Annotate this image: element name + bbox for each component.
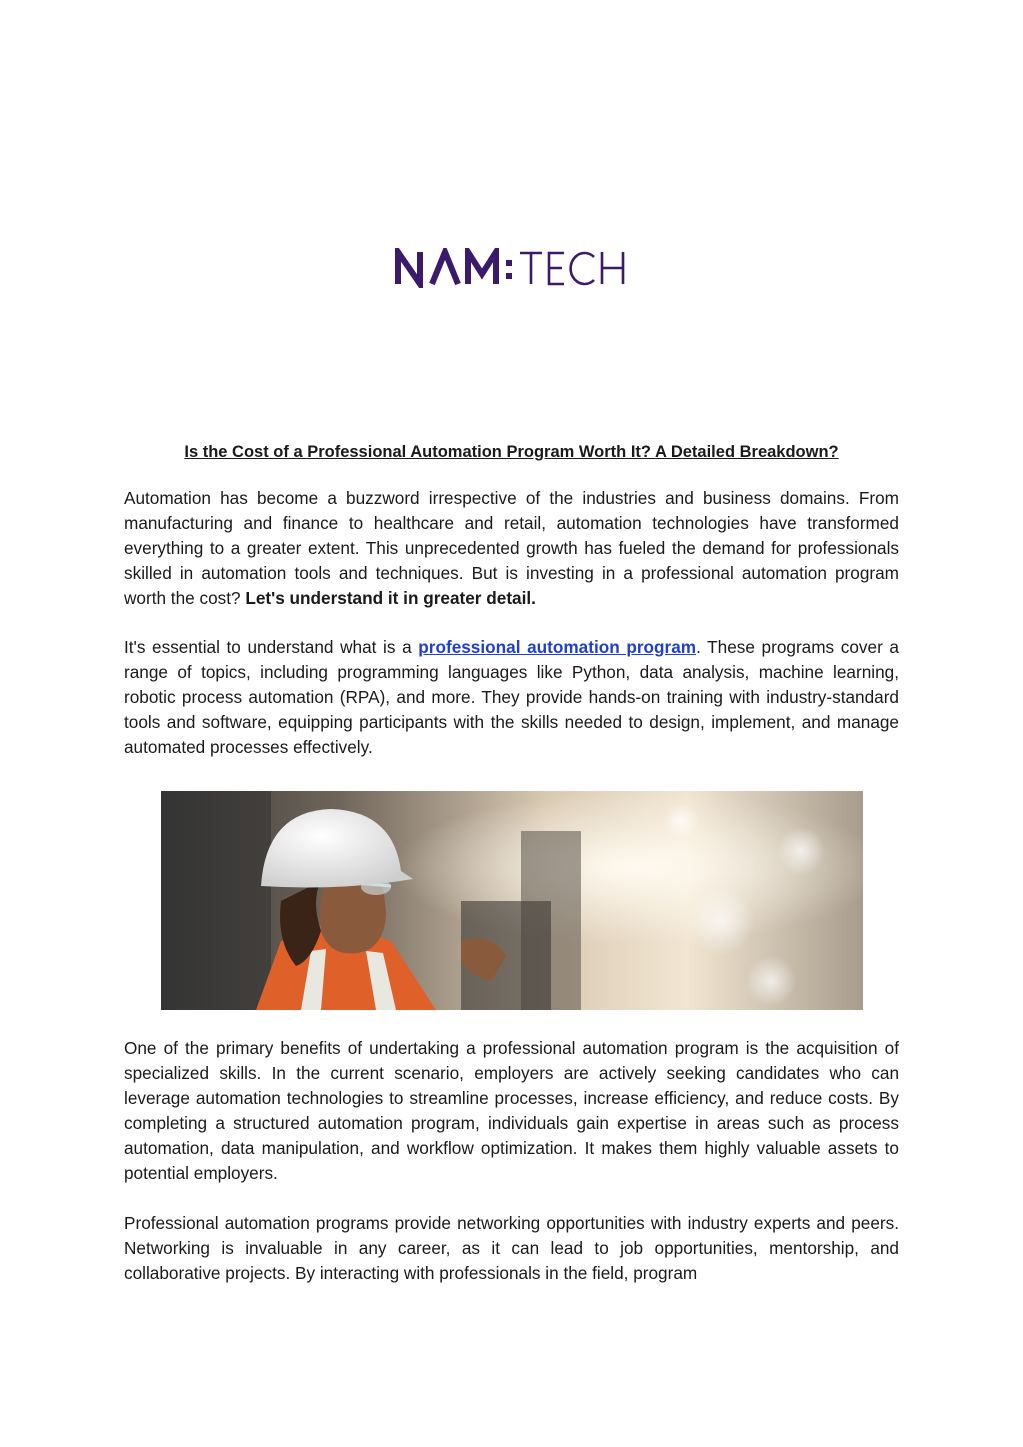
paragraph-networking: Professional automation programs provide networking opportunities with industry experts and peers. Networking is invaluable in any career, as it can lead to job opportunities, mentorship, and collaborative projects. By interacting with professionals in the field, program <box>124 1213 899 1283</box>
worker-photo-graphic <box>161 791 863 1010</box>
namtech-logo <box>394 248 626 288</box>
professional-automation-program-link[interactable]: professional automation program <box>418 637 697 657</box>
paragraph-definition <box>124 635 899 760</box>
article-title <box>124 440 899 464</box>
paragraph-intro-text: Automation has become a buzzword irrespective of the industries and business domains. From manufacturing and finance to healthcare and retail, automation technologies have transformed everything to a greater extent. This unprecedented growth has fueled the demand for professionals skilled in automation tools and techniques. But is investing in a professional automation program worth the cost? <box>124 488 899 608</box>
logo-text <box>394 248 626 288</box>
article-body <box>124 440 899 760</box>
paragraph-intro-bold: Let's understand it in greater detail. <box>245 588 536 608</box>
article-title-text: Is the Cost of a Professional Automation Program Worth It? A Detailed Breakdown? <box>184 443 839 461</box>
paragraph-definition-after: . These programs cover a range of topics, including programming languages like Python, data analysis, machine learning, robotic process automation (RPA), and more. They provide hands-on training with industry-standard tools and software, equipping participants with the skills needed to design, implement, and manage automated processes effectively. <box>124 637 899 757</box>
paragraph-definition-before: It's essential to understand what is a <box>124 637 419 657</box>
worker-photo <box>161 791 863 1010</box>
paragraph-intro <box>124 486 899 611</box>
paragraph-benefits: One of the primary benefits of undertaking a professional automation program is the acquisition of specialized skills. In the current scenario, employers are actively seeking candidates who can leverage automation technologies to streamline processes, increase efficiency, and reduce costs. By completing a structured automation program, individuals gain expertise in areas such as process automation, data manipulation, and workflow optimization. It makes them highly valuable assets to potential employers. <box>124 1038 899 1183</box>
